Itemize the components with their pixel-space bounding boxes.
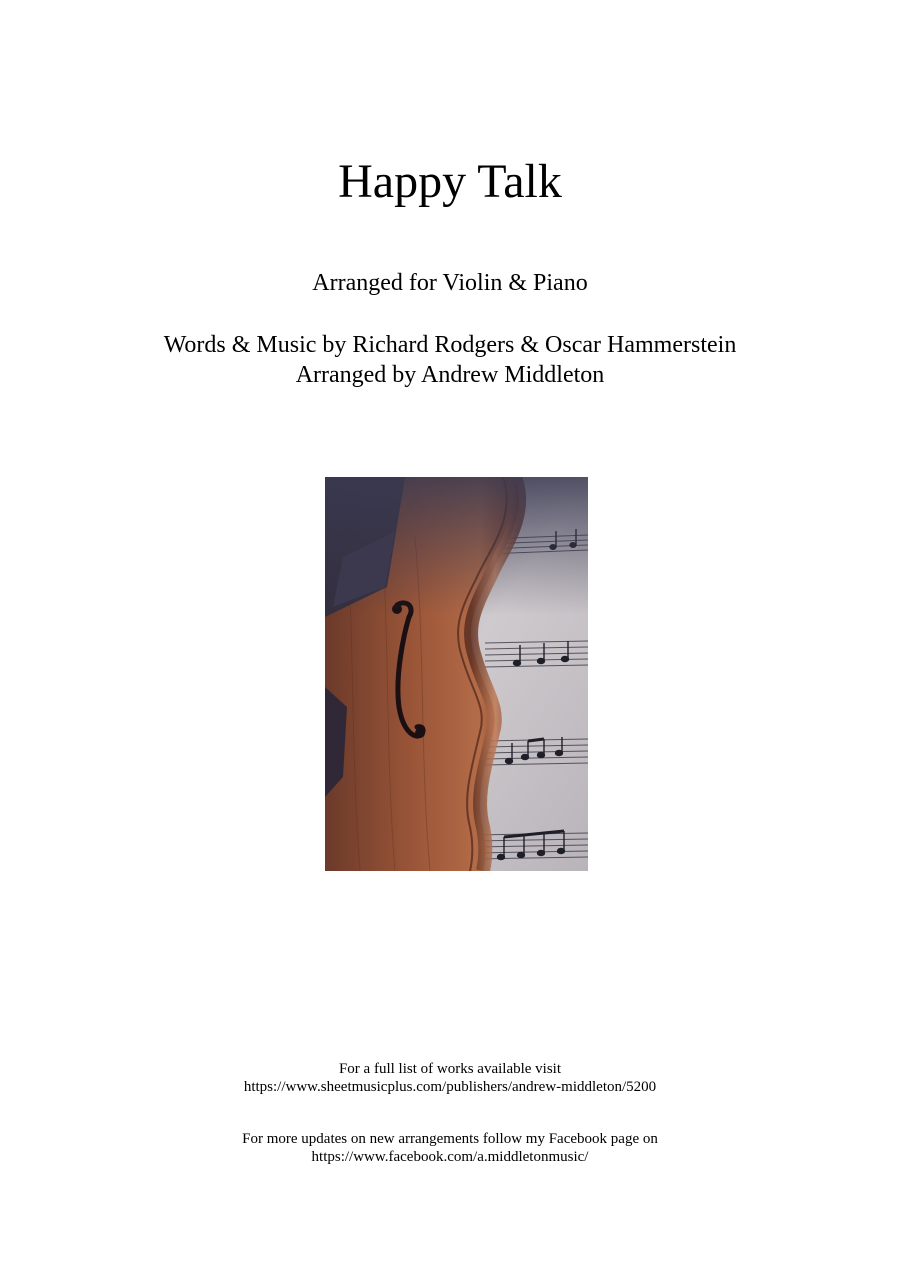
works-url-link[interactable]: https://www.sheetmusicplus.com/publishers/andrew-middleton/5200 xyxy=(243,1079,657,1095)
facebook-intro-text: For more updates on new arrangements follow my Facebook page on xyxy=(242,1131,658,1147)
arranger-credit: Arranged by Andrew Middleton xyxy=(295,362,605,388)
works-list-notice xyxy=(0,1060,900,1096)
page-title: Happy Talk xyxy=(338,155,562,208)
violin-sheet-music-image xyxy=(325,477,588,871)
works-intro-text: For a full list of works available visit xyxy=(338,1061,562,1077)
facebook-url-link[interactable]: https://www.facebook.com/a.middletonmusic/ xyxy=(311,1149,589,1165)
credits-block xyxy=(0,330,900,390)
composer-credit: Words & Music by Richard Rodgers & Oscar Hammerstein xyxy=(163,332,737,358)
violin-photo-illustration xyxy=(325,477,588,871)
facebook-notice xyxy=(0,1130,900,1166)
arrangement-subtitle: Arranged for Violin & Piano xyxy=(312,270,588,296)
